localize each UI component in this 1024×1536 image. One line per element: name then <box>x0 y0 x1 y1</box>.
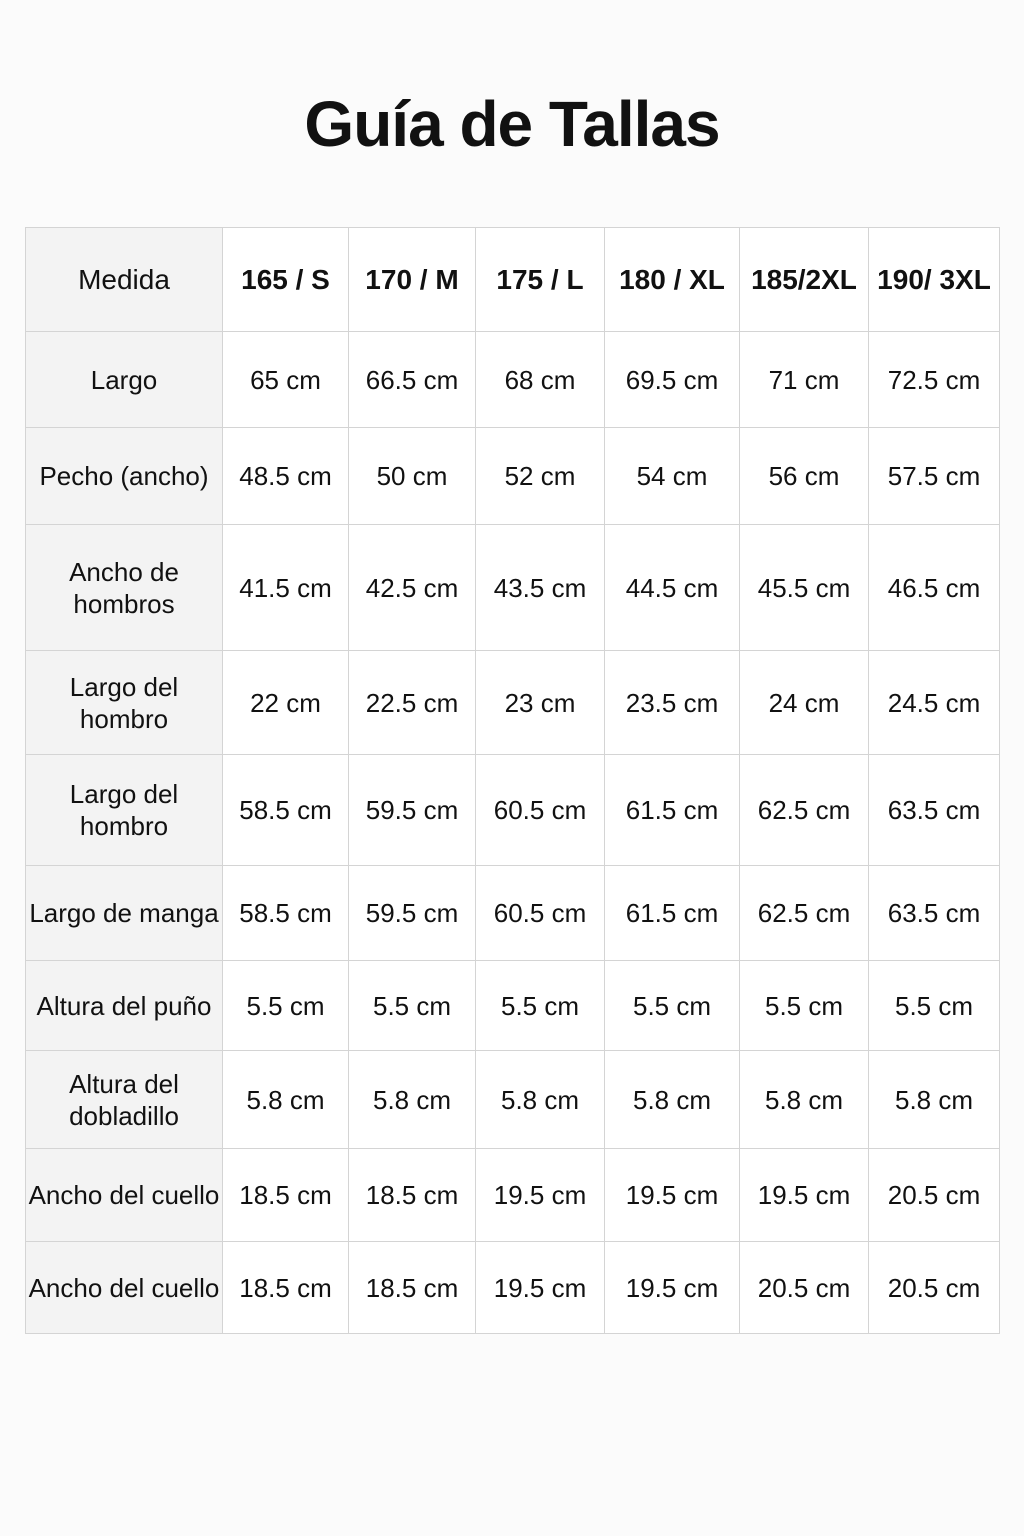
table-cell: 18.5 cm <box>349 1242 476 1334</box>
table-cell: 5.5 cm <box>740 961 869 1051</box>
row-label: Pecho (ancho) <box>26 428 223 525</box>
row-label: Ancho del cuello <box>26 1149 223 1242</box>
table-cell: 5.8 cm <box>605 1051 740 1149</box>
table-cell: 61.5 cm <box>605 755 740 866</box>
row-label: Ancho de hombros <box>26 525 223 651</box>
table-cell: 59.5 cm <box>349 866 476 961</box>
table-cell: 24 cm <box>740 651 869 755</box>
table-row <box>26 428 1000 525</box>
table-row <box>26 1051 1000 1149</box>
table-cell: 50 cm <box>349 428 476 525</box>
table-cell: 5.5 cm <box>223 961 349 1051</box>
table-cell: 72.5 cm <box>869 332 1000 428</box>
table-cell: 69.5 cm <box>605 332 740 428</box>
table-cell: 24.5 cm <box>869 651 1000 755</box>
table-cell: 71 cm <box>740 332 869 428</box>
table-row <box>26 332 1000 428</box>
table-cell: 62.5 cm <box>740 866 869 961</box>
table-cell: 57.5 cm <box>869 428 1000 525</box>
table-row <box>26 755 1000 866</box>
row-label: Altura del puño <box>26 961 223 1051</box>
table-cell: 52 cm <box>476 428 605 525</box>
table-cell: 20.5 cm <box>869 1149 1000 1242</box>
table-body <box>26 332 1000 1334</box>
column-header-size: 180 / XL <box>605 228 740 332</box>
table-cell: 48.5 cm <box>223 428 349 525</box>
table-cell: 46.5 cm <box>869 525 1000 651</box>
table-cell: 45.5 cm <box>740 525 869 651</box>
table-cell: 56 cm <box>740 428 869 525</box>
table-cell: 19.5 cm <box>476 1149 605 1242</box>
table-cell: 58.5 cm <box>223 755 349 866</box>
table-row <box>26 866 1000 961</box>
table-cell: 5.8 cm <box>869 1051 1000 1149</box>
table-cell: 44.5 cm <box>605 525 740 651</box>
row-label: Largo de manga <box>26 866 223 961</box>
table-cell: 19.5 cm <box>476 1242 605 1334</box>
table-cell: 60.5 cm <box>476 755 605 866</box>
table-cell: 20.5 cm <box>740 1242 869 1334</box>
table-row <box>26 1242 1000 1334</box>
table-cell: 59.5 cm <box>349 755 476 866</box>
table-cell: 5.5 cm <box>605 961 740 1051</box>
table-cell: 5.8 cm <box>349 1051 476 1149</box>
row-label: Largo del hombro <box>26 755 223 866</box>
table-cell: 5.8 cm <box>223 1051 349 1149</box>
table-cell: 18.5 cm <box>223 1242 349 1334</box>
column-header-size: 170 / M <box>349 228 476 332</box>
table-cell: 60.5 cm <box>476 866 605 961</box>
table-cell: 18.5 cm <box>223 1149 349 1242</box>
table-cell: 68 cm <box>476 332 605 428</box>
table-row <box>26 525 1000 651</box>
table-cell: 43.5 cm <box>476 525 605 651</box>
table-row <box>26 651 1000 755</box>
table-cell: 5.8 cm <box>740 1051 869 1149</box>
column-header-size: 175 / L <box>476 228 605 332</box>
size-table <box>25 227 1000 1334</box>
table-cell: 54 cm <box>605 428 740 525</box>
table-cell: 22.5 cm <box>349 651 476 755</box>
table-cell: 66.5 cm <box>349 332 476 428</box>
page-title: Guía de Tallas <box>304 88 720 160</box>
column-header-size: 190/ 3XL <box>869 228 1000 332</box>
table-cell: 5.5 cm <box>349 961 476 1051</box>
table-cell: 19.5 cm <box>605 1242 740 1334</box>
table-cell: 19.5 cm <box>740 1149 869 1242</box>
row-label: Ancho del cuello <box>26 1242 223 1334</box>
table-cell: 58.5 cm <box>223 866 349 961</box>
table-cell: 20.5 cm <box>869 1242 1000 1334</box>
table-cell: 62.5 cm <box>740 755 869 866</box>
row-label: Largo del hombro <box>26 651 223 755</box>
table-cell: 5.5 cm <box>869 961 1000 1051</box>
table-cell: 18.5 cm <box>349 1149 476 1242</box>
table-cell: 5.5 cm <box>476 961 605 1051</box>
table-row <box>26 961 1000 1051</box>
table-cell: 65 cm <box>223 332 349 428</box>
table-cell: 19.5 cm <box>605 1149 740 1242</box>
table-cell: 63.5 cm <box>869 755 1000 866</box>
table-cell: 22 cm <box>223 651 349 755</box>
table-cell: 42.5 cm <box>349 525 476 651</box>
column-header-size: 185/2XL <box>740 228 869 332</box>
table-cell: 23.5 cm <box>605 651 740 755</box>
column-header-measure: Medida <box>26 228 223 332</box>
table-cell: 61.5 cm <box>605 866 740 961</box>
size-table-container <box>25 227 1000 1334</box>
table-cell: 63.5 cm <box>869 866 1000 961</box>
table-cell: 23 cm <box>476 651 605 755</box>
column-header-size: 165 / S <box>223 228 349 332</box>
table-row <box>26 1149 1000 1242</box>
row-label: Largo <box>26 332 223 428</box>
table-cell: 41.5 cm <box>223 525 349 651</box>
row-label: Altura del dobladillo <box>26 1051 223 1149</box>
header-row <box>26 228 1000 332</box>
table-cell: 5.8 cm <box>476 1051 605 1149</box>
